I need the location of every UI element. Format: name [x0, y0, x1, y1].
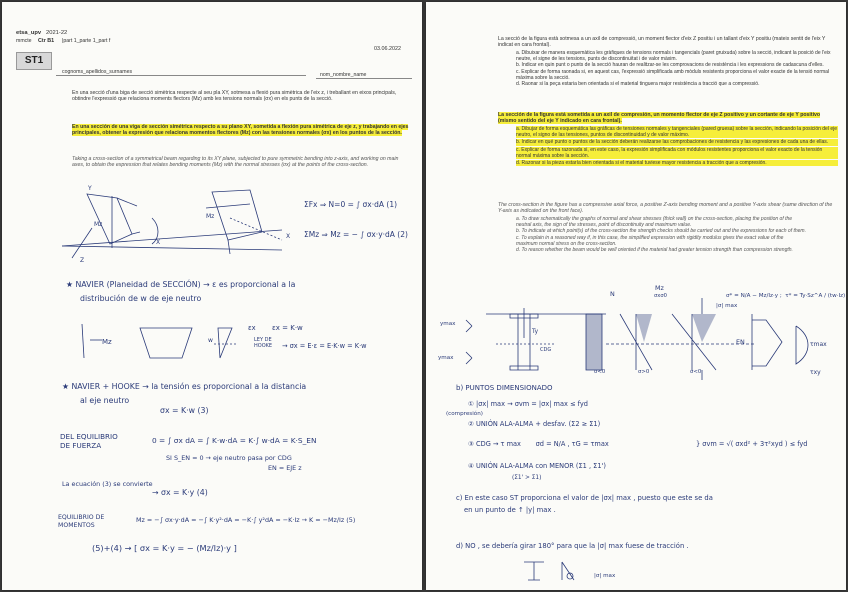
navier-hooke-equation: σx = K·w (3)	[160, 406, 209, 415]
answer-b-heading: b) PUNTOS DIMENSIONADO	[456, 384, 553, 392]
svg-text:Mz: Mz	[206, 213, 215, 220]
shear-label: Ty	[532, 329, 539, 335]
item-es-d: d. Razonar si la pieza estaría bien orientada si el material tuviese mayor resistencia a tracción que a compresión.	[516, 160, 838, 166]
neutral-axis-label: EN	[736, 338, 745, 346]
exam-sheet-right	[426, 2, 846, 590]
force-equilibrium-label: DEL EQUILIBRIO DE FUERZA	[60, 432, 118, 450]
check-point-2: ② UNIÓN ALA-ALMA + desfav. (Σ2 ≥ Σ1)	[468, 420, 601, 428]
exam-sheet-left	[2, 2, 422, 590]
exam-date: 03.06.2022	[374, 46, 401, 52]
compression-sign-1: σ<0	[594, 369, 606, 375]
statement-spanish: En una sección de una viga de sección simétrica respecto a su plano XY, sometida a flexión pura simétrica de eje z, y trabajando en ejes principales, obtener la expresión que relaciona momentos flectores (Mz) con las tensiones normales (σx) en los puntos de la sección.	[72, 124, 409, 137]
item-es-b: b. Indicar en qué punto o puntos de la sección deberán realizarse las comprobaciones de resistencia y las expresiones de cada una de ellas.	[516, 139, 838, 145]
svg-text:Mz: Mz	[94, 221, 103, 228]
svg-text:Mz: Mz	[102, 338, 112, 346]
von-mises-check: } σvm = √( σxd² + 3τ²xyd ) ≤ fyd	[696, 440, 808, 448]
equilibrium-force-equation: ΣFx ⇒ N=0 = ∫ σx·dA (1)	[304, 200, 398, 209]
answer-c-line1: c) En este caso ST proporciona el valor de |σx| max , puesto que este se da	[456, 494, 713, 502]
beam-sketch	[52, 185, 302, 268]
sheet-code-box: ST1	[16, 52, 52, 70]
navier-hooke-line1: ★ NAVIER + HOOKE → la tensión es proporcional a la distancia	[62, 382, 307, 391]
tau-xy-label: τxy	[810, 369, 821, 376]
axial-label: N	[610, 290, 615, 298]
rotated-section-sketch	[522, 558, 602, 586]
final-stress-equation: (5)+(4) → [ σx = K·y = − (Mz/Iz)·y ]	[92, 543, 237, 553]
moment-equilibrium-label: EQUILIBRIO DE MOMENTOS	[58, 514, 105, 529]
statement-valencian: En una secció d'una biga de secció simètrica respecte al seu pla XY, sotmesa a flexió pura simètrica de l'eix z, i treballant en eixos principals, obtindre l'expressió que relaciona moments flectors (Mz) amb les tensions normals (σx) en els punts de la secció.	[72, 90, 397, 103]
svg-text:Z: Z	[80, 257, 85, 264]
von-mises-formula: σ* = N/A − Mz/Iz·y ; τ* = Ty·Sz^A / (tw·Iz)	[726, 293, 846, 299]
answer-c-line2: en un punto de ↑ |y| max .	[464, 506, 556, 514]
part-info: |part 1_parte 1_part f	[62, 38, 111, 44]
svg-text:w: w	[208, 337, 213, 344]
neutral-axis-note: SI S_EN = 0 → eje neutro pasa por CDG	[166, 454, 292, 462]
intro-valencian: La secció de la figura està sotmesa a un axil de compressió, un moment flector d'eix Z positiu i un tallant d'eix Y positiu (mateix sentit de l'eix Y indicat en cara frontal).	[498, 36, 826, 49]
compression-sign-2: σ<0	[690, 369, 702, 375]
cdg-label: CDG	[540, 347, 552, 353]
force-equilibrium-equation: 0 = ∫ σx dA = ∫ K·w·dA = K·∫ w·dA = K·S_EN	[152, 436, 317, 445]
moment-equilibrium-equation: Mz = −∫ σx·y·dA = −∫ K·y²·dA = −K·∫ y²dA = −K·Iz → K = −Mz/Iz (5)	[136, 516, 356, 524]
tau-max-label: τmax	[810, 341, 827, 348]
ymax-bottom-label: ymax	[438, 355, 454, 361]
check-point-3: ③ CDG → τ max σd = N/A , τG = τmax	[468, 440, 609, 448]
neutral-axis-note-2: EN = EJE z	[268, 464, 302, 472]
ymax-top-label: ymax	[440, 321, 456, 327]
equilibrium-moment-equation: ΣMz ⇒ Mz = − ∫ σx·y·dA (2)	[304, 230, 408, 239]
year-label: 2021-22	[46, 30, 68, 36]
intro-english: The cross-section in the figure has a compressive axial force, a positive Z-axis bending moment and a positive Y-axis shear (same direction of the Y-axis as indicated on the front face).	[498, 202, 833, 215]
stress-diagrams	[426, 298, 846, 388]
strain-label: εx	[248, 324, 256, 332]
sigma-max-label: |σ| max	[716, 303, 738, 309]
navier-hooke-line2: al eje neutro	[80, 396, 130, 405]
check-point-1: ① |σx| max → σvm = |σx| max ≤ fyd	[468, 400, 588, 408]
item-es-a: a. Dibujar de forma esquemática las gráficas de tensiones normales y tangenciales (pared gruesa) sobre la sección, indicando la posición del eje neutro, el signo de las tensiones, puntos de discontinuidad y de valor máximo.	[516, 126, 838, 139]
check-point-4-note: (Σ1' > Σ1)	[512, 475, 542, 481]
moment-label: Mz	[655, 284, 664, 292]
strain-equation: εx = K·w	[272, 324, 303, 332]
equation-3-note: La ecuación (3) se convierte	[62, 480, 153, 488]
items-spanish	[516, 126, 838, 167]
item-ca-c: c. Explicar de forma raonada si, en aquest cas, l'expressió simplificada amb mòduls resistents proporciona el valor exacte de la tensió normal màxima sobre la secció.	[516, 68, 830, 81]
hooke-law-label: LEY DE HOOKE	[254, 337, 273, 349]
navier-statement-line1: ★ NAVIER (Planeidad de SECCIÓN) → ε es proporcional a la	[66, 280, 296, 289]
hooke-law-equation: → σx = E·ε = E·K·w = K·w	[282, 342, 367, 350]
tension-sign: σ>0	[638, 369, 650, 375]
check-point-4: ④ UNIÓN ALA-ALMA con MENOR (Σ1 , Σ1')	[468, 462, 606, 470]
equation-4: → σx = K·y (4)	[152, 488, 208, 497]
item-en-d: d. To reason whether the beam would be well oriented if the material had greater tension strength than compression strength.	[516, 247, 793, 254]
surname-label: cognoms_apellidos_surnames	[62, 69, 133, 75]
name-label: nom_nombre_name	[320, 72, 367, 78]
item-en-a: a. To draw schematically the graphs of normal and shear stresses (thick wall) on the cross-section, placing the position of the neutral axis, the sign of the stresses, point of discontinuity and maximum value.	[516, 216, 793, 229]
items-valencian	[516, 50, 838, 87]
svg-text:Y: Y	[88, 185, 92, 192]
items-english	[516, 216, 806, 253]
check-point-1-note: (compresión)	[446, 411, 483, 417]
answer-d: d) NO , se debería girar 180° para que la |σ| max fuese de tracción .	[456, 542, 689, 550]
item-en-c: c. To explain in a reasoned way if, in this case, the simplified expression with rigidity modulus gives the exact value of the maximum normal stress on the cross-section.	[516, 234, 784, 247]
item-ca-b: b. Indicar en quin punt o punts de la secció hauran de realitzar-se les comprovacions de resistència i les expressions de cadascuna d'elles.	[516, 62, 824, 69]
item-en-b: b. To indicate at which point(s) of the cross-section the strength checks should be carried out and the expressions for each of them.	[516, 228, 806, 235]
item-ca-a: a. Dibuixar de manera esquemàtica les gràfiques de tensions normals i tangencials (paret gruixuda) sobre la secció, indicant la posició de l'eix neutre, el signe de les tensions, punts de discontinuïtat i de valor màxim.	[516, 50, 831, 63]
svg-text:X: X	[156, 239, 161, 246]
item-ca-d: d. Raonar si la peça estaria ben orientada si el material tinguera major resistència a tracció que a compressió.	[516, 81, 760, 88]
rotated-sigma-max-label: |σ| max	[594, 573, 616, 579]
subject-prefix: mmcte	[16, 38, 32, 44]
intro-spanish: La sección de la figura está sometida a un axil de compresión, un momento flector de eje Z positivo y un cortante de eje Y positivo (mismo sentido del eje Y indicado en cara frontal).	[498, 112, 821, 125]
subject-code: Ctr B1	[38, 38, 55, 44]
svg-text:X: X	[286, 233, 291, 240]
sigma-label: σxσ0	[654, 293, 667, 299]
statement-english: Taking a cross-section of a symmetrical beam regarding to its XY plane, subjected to pure symmetric bending into z-axis, and working on main axes, to obtain the expression that relates bending moments (Mz) with the normal stresses (σx) at the points of the cross-section.	[72, 156, 399, 169]
item-es-c: c. Explicar de forma razonada si, en este caso, la expresión simplificada con módulos resistentes proporciona el valor exacto de la tensión normal máxima sobre la sección.	[516, 147, 838, 159]
navier-statement-line2: distribución de w de eje neutro	[80, 294, 202, 303]
strain-distribution-sketch	[82, 322, 242, 362]
school-label: etsa_upv	[16, 30, 42, 36]
